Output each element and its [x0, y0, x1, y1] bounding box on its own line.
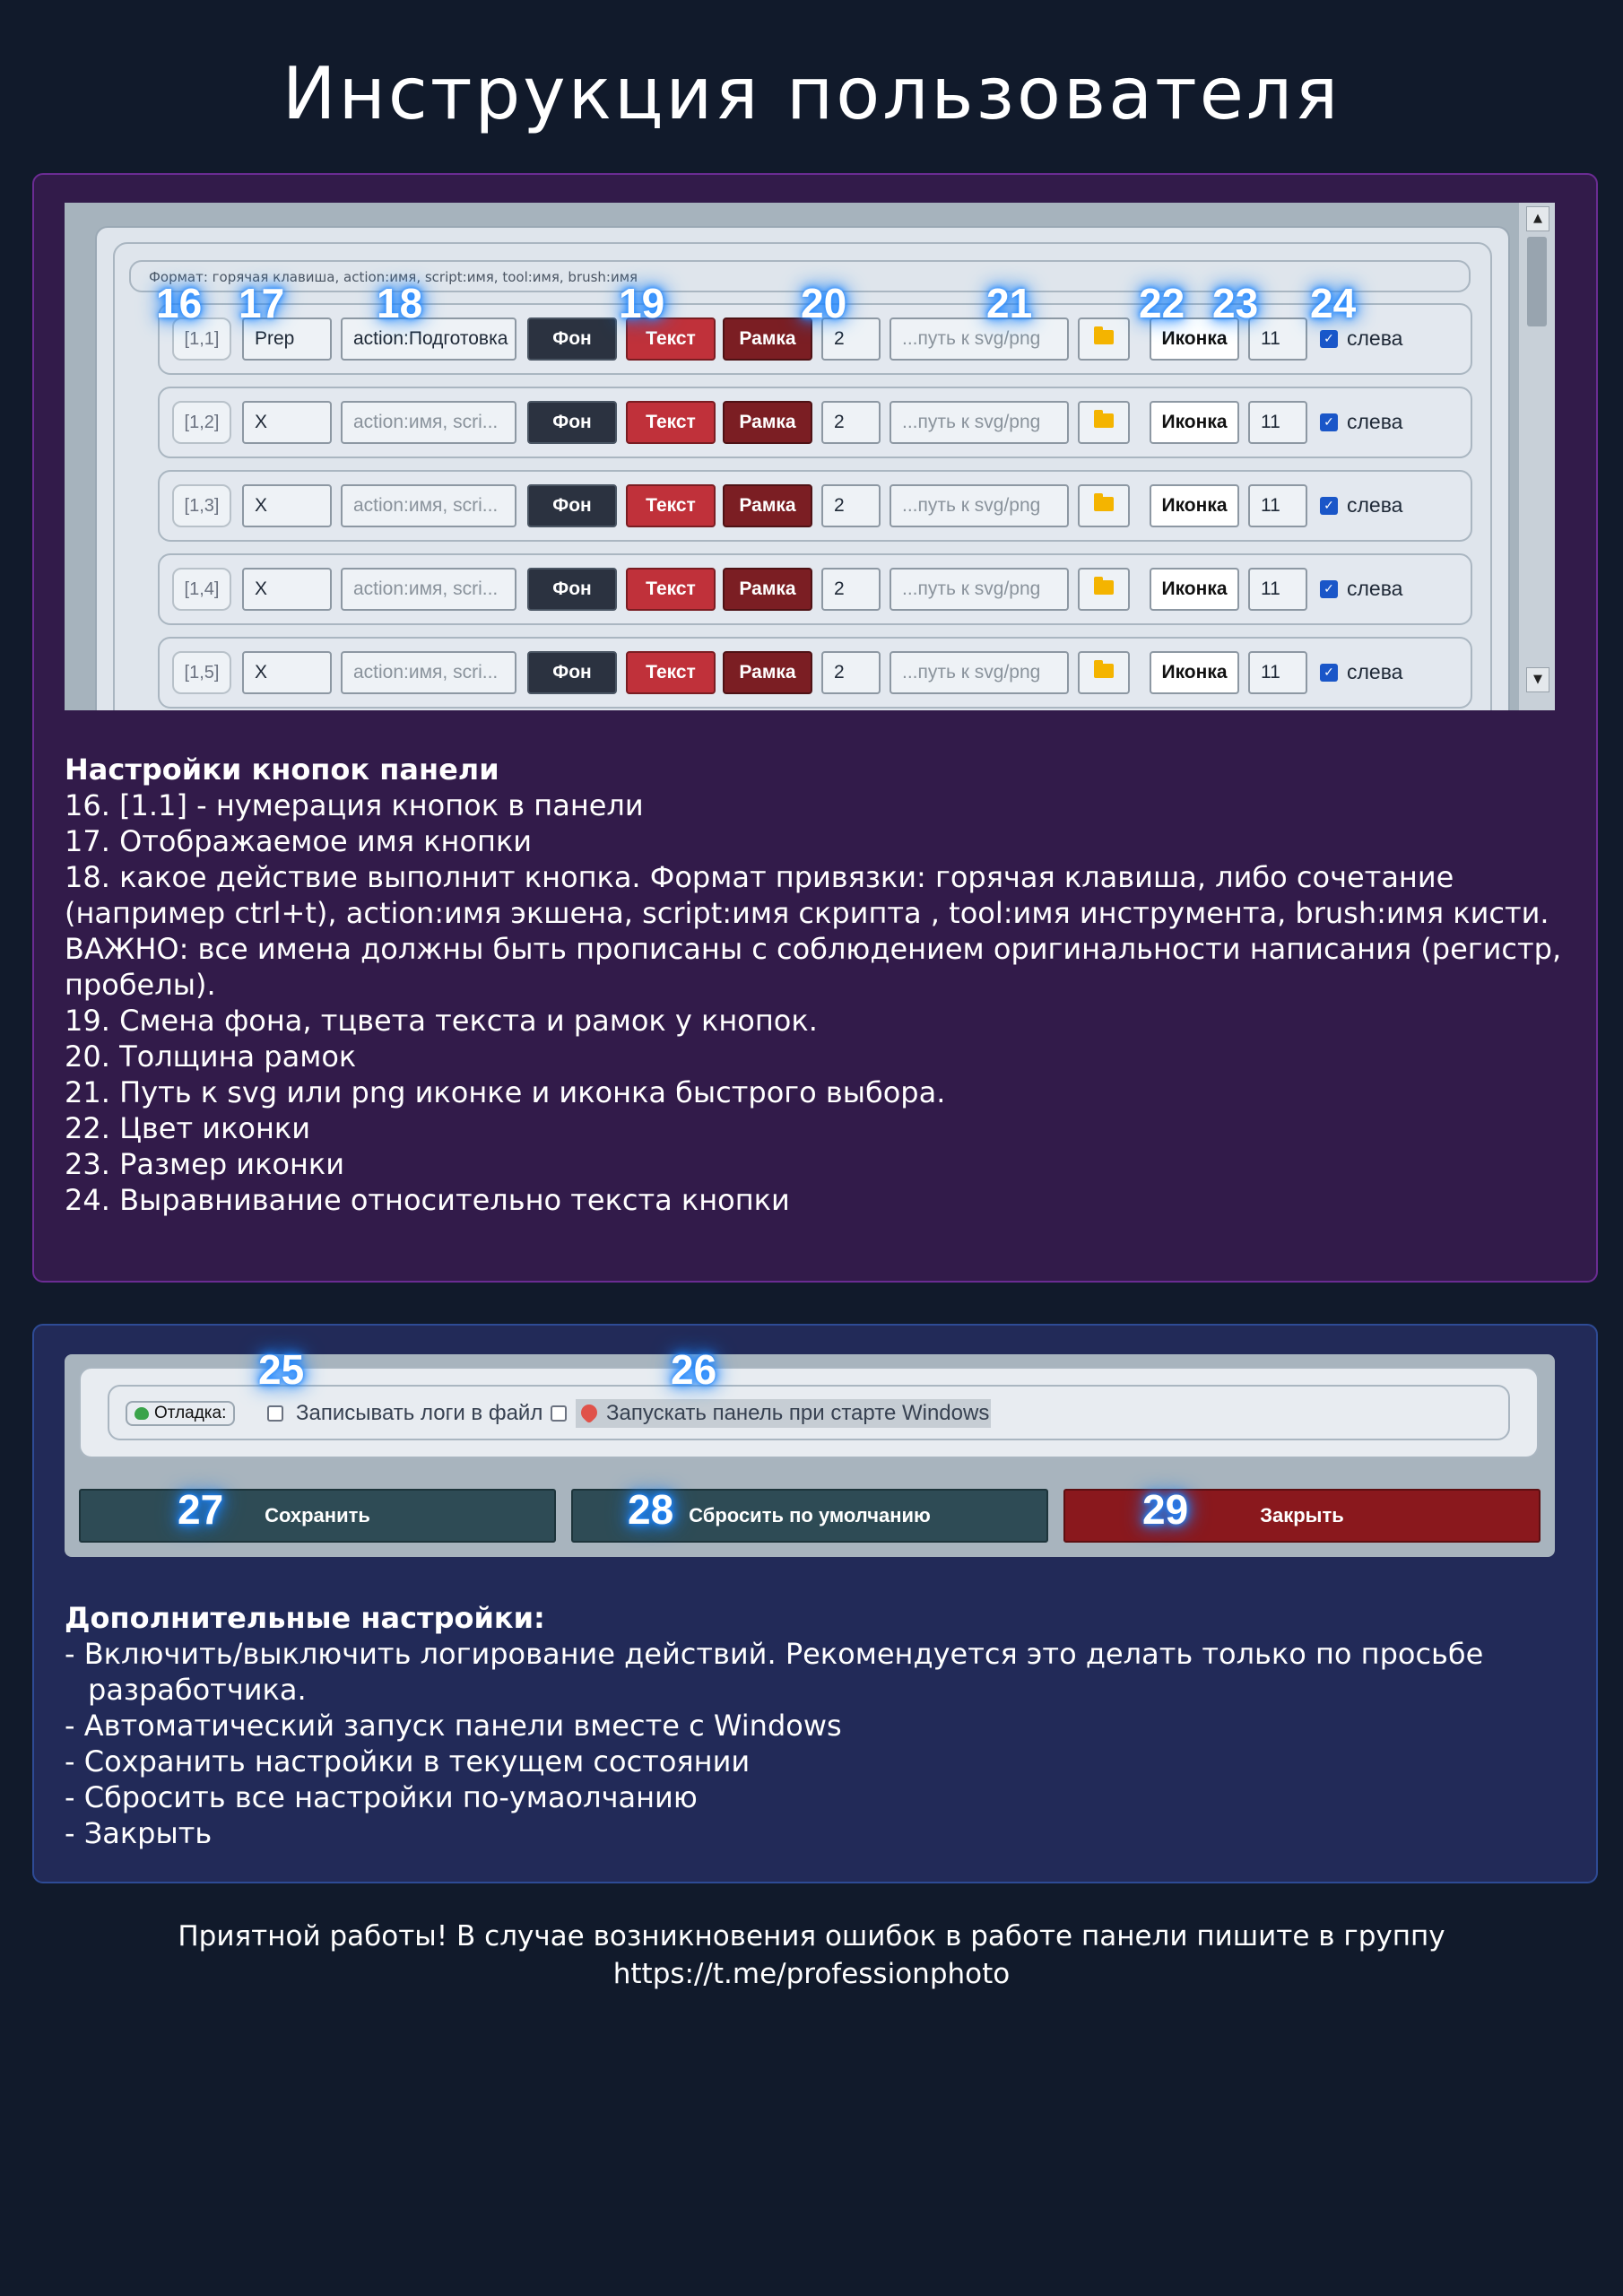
- description-line: 16. [1.1] - нумерация кнопок в панели: [65, 788, 644, 822]
- format-hint: Формат: горячая клавиша, action:имя, script:имя, tool:имя, brush:имя: [129, 260, 1471, 292]
- icon-color-button[interactable]: Иконка: [1150, 484, 1239, 527]
- name-input[interactable]: X: [242, 401, 332, 444]
- align-checkbox[interactable]: ✓: [1320, 580, 1338, 598]
- align-label: слева: [1347, 493, 1403, 517]
- description-line: 22. Цвет иконки: [65, 1111, 311, 1145]
- align-checkbox[interactable]: ✓: [1320, 664, 1338, 682]
- border-color-button[interactable]: Рамка: [723, 401, 812, 444]
- description-line: 23. Размер иконки: [65, 1147, 345, 1181]
- rocket-icon: [577, 1401, 600, 1423]
- text-color-button[interactable]: Текст: [626, 568, 716, 611]
- page-title: Инструкция пользователя: [282, 52, 1341, 135]
- row-index: [1,2]: [172, 401, 231, 444]
- align-label: слева: [1347, 410, 1403, 433]
- action-input[interactable]: action:имя, scri...: [341, 568, 516, 611]
- border-width-input[interactable]: 2: [821, 401, 881, 444]
- marker-18: 18: [377, 280, 423, 326]
- close-button[interactable]: Закрыть: [1063, 1489, 1541, 1543]
- text-color-button[interactable]: Текст: [626, 401, 716, 444]
- description-line: 21. Путь к svg или png иконке и иконка быстрого выбора.: [65, 1075, 946, 1109]
- border-color-button[interactable]: Рамка: [723, 568, 812, 611]
- marker-27: 27: [178, 1486, 224, 1533]
- marker-20: 20: [801, 280, 847, 326]
- folder-icon: [1094, 413, 1114, 428]
- description-line: - Автоматический запуск панели вместе с Windows: [65, 1709, 842, 1743]
- icon-size-input[interactable]: 11: [1248, 484, 1307, 527]
- action-input[interactable]: action:имя, scri...: [341, 651, 516, 694]
- folder-button[interactable]: [1078, 484, 1130, 527]
- row-index: [1,5]: [172, 651, 231, 694]
- marker-23: 23: [1212, 280, 1259, 326]
- description-line: - Сохранить настройки в текущем состоянии: [65, 1744, 751, 1779]
- autostart-checkbox-label[interactable]: [576, 1399, 991, 1428]
- icon-size-input[interactable]: 11: [1248, 317, 1307, 361]
- background-color-button[interactable]: Фон: [527, 651, 617, 694]
- text-color-button[interactable]: Текст: [626, 484, 716, 527]
- action-input[interactable]: action:Подготовка: [341, 317, 516, 361]
- icon-path-input[interactable]: ...путь к svg/png: [890, 317, 1069, 361]
- debug-row: [108, 1385, 1510, 1440]
- icon-size-input[interactable]: 11: [1248, 568, 1307, 611]
- icon-path-input[interactable]: ...путь к svg/png: [890, 401, 1069, 444]
- icon-color-button[interactable]: Иконка: [1150, 317, 1239, 361]
- row-index: [1,4]: [172, 568, 231, 611]
- name-input[interactable]: X: [242, 484, 332, 527]
- description-line: 17. Отображаемое имя кнопки: [65, 824, 533, 858]
- debug-label-text: Отладка:: [154, 1404, 227, 1422]
- marker-29: 29: [1142, 1486, 1189, 1533]
- align-checkbox[interactable]: ✓: [1320, 497, 1338, 515]
- marker-24: 24: [1310, 280, 1357, 326]
- background-color-button[interactable]: Фон: [527, 317, 617, 361]
- align-checkbox[interactable]: ✓: [1320, 330, 1338, 348]
- folder-button[interactable]: [1078, 317, 1130, 361]
- description-line: 19. Смена фона, тцвета текста и рамок у кнопок.: [65, 1004, 818, 1038]
- description-line: 20. Толщина рамок: [65, 1039, 357, 1074]
- marker-21: 21: [986, 280, 1033, 326]
- marker-22: 22: [1139, 280, 1185, 326]
- border-width-input[interactable]: 2: [821, 568, 881, 611]
- background-color-button[interactable]: Фон: [527, 401, 617, 444]
- icon-color-button[interactable]: Иконка: [1150, 568, 1239, 611]
- icon-size-input[interactable]: 11: [1248, 401, 1307, 444]
- scrollbar-thumb[interactable]: [1527, 237, 1547, 326]
- align-checkbox[interactable]: ✓: [1320, 413, 1338, 431]
- folder-button[interactable]: [1078, 568, 1130, 611]
- icon-color-button[interactable]: Иконка: [1150, 651, 1239, 694]
- folder-icon: [1094, 497, 1114, 511]
- footer: [0, 1918, 1623, 1993]
- border-color-button[interactable]: Рамка: [723, 651, 812, 694]
- border-width-input[interactable]: 2: [821, 317, 881, 361]
- marker-19: 19: [619, 280, 665, 326]
- autostart-label-text: Запускать панель при старте Windows: [606, 1401, 990, 1425]
- scroll-up-arrow[interactable]: ▲: [1526, 206, 1549, 231]
- folder-button[interactable]: [1078, 651, 1130, 694]
- description-line: - Сбросить все настройки по-умаолчанию: [65, 1780, 698, 1814]
- border-width-input[interactable]: 2: [821, 651, 881, 694]
- text-color-button[interactable]: Текст: [626, 651, 716, 694]
- action-input[interactable]: action:имя, scri...: [341, 401, 516, 444]
- icon-color-button[interactable]: Иконка: [1150, 401, 1239, 444]
- background-color-button[interactable]: Фон: [527, 568, 617, 611]
- footer-link[interactable]: https://t.me/professionphoto: [612, 1958, 1011, 1990]
- folder-icon: [1094, 664, 1114, 678]
- icon-path-input[interactable]: ...путь к svg/png: [890, 568, 1069, 611]
- vertical-scrollbar[interactable]: [1519, 203, 1555, 710]
- name-input[interactable]: Prep: [242, 317, 332, 361]
- name-input[interactable]: X: [242, 651, 332, 694]
- action-input[interactable]: action:имя, scri...: [341, 484, 516, 527]
- icon-size-input[interactable]: 11: [1248, 651, 1307, 694]
- border-color-button[interactable]: Рамка: [723, 317, 812, 361]
- align-label: слева: [1347, 660, 1403, 683]
- align-label: слева: [1347, 577, 1403, 600]
- bug-icon: [135, 1407, 149, 1420]
- folder-icon: [1094, 580, 1114, 595]
- description-line: - Закрыть: [65, 1816, 213, 1850]
- log-checkbox-label[interactable]: Записывать логи в файл: [296, 1401, 543, 1425]
- section-heading: Настройки кнопок панели: [65, 752, 499, 787]
- button-row: [158, 387, 1472, 458]
- description-line: - Включить/выключить логирование действий. Рекомендуется это делать только по просьбе разработчика.: [65, 1637, 1484, 1707]
- border-color-button[interactable]: Рамка: [723, 484, 812, 527]
- row-index: [1,1]: [172, 317, 231, 361]
- marker-28: 28: [628, 1486, 674, 1533]
- section-heading: Дополнительные настройки:: [65, 1601, 545, 1635]
- marker-16: 16: [156, 280, 203, 326]
- button-settings-description: [65, 752, 1571, 1218]
- button-row: [158, 553, 1472, 625]
- icon-path-input[interactable]: ...путь к svg/png: [890, 484, 1069, 527]
- align-label: слева: [1347, 326, 1403, 350]
- button-row: [158, 637, 1472, 709]
- log-checkbox[interactable]: [267, 1405, 283, 1422]
- reset-button[interactable]: Сбросить по умолчанию: [571, 1489, 1048, 1543]
- text-color-button[interactable]: Текст: [626, 317, 716, 361]
- background-color-button[interactable]: Фон: [527, 484, 617, 527]
- icon-path-input[interactable]: ...путь к svg/png: [890, 651, 1069, 694]
- name-input[interactable]: X: [242, 568, 332, 611]
- debug-label: [126, 1401, 235, 1426]
- scroll-down-arrow[interactable]: ▼: [1526, 667, 1549, 692]
- footer-message: Приятной работы! В случае возникновения ошибок в работе панели пишите в группу: [178, 1920, 1445, 1952]
- marker-26: 26: [671, 1346, 717, 1393]
- extra-settings-description: [65, 1600, 1571, 1851]
- folder-icon: [1094, 330, 1114, 344]
- save-button[interactable]: Сохранить: [79, 1489, 556, 1543]
- button-row: [158, 470, 1472, 542]
- border-width-input[interactable]: 2: [821, 484, 881, 527]
- row-index: [1,3]: [172, 484, 231, 527]
- marker-17: 17: [239, 280, 285, 326]
- description-line: 24. Выравнивание относительно текста кнопки: [65, 1183, 790, 1217]
- button-settings-screenshot: [65, 203, 1555, 710]
- marker-25: 25: [258, 1346, 305, 1393]
- description-line: 18. какое действие выполнит кнопка. Формат привязки: горячая клавиша, либо сочетание (например ctrl+t), action:имя экшена, script:имя скрипта , tool:имя инструмента, brush:имя кисти. ВАЖНО: все имена должны быть прописаны с соблюдением оригинальности написания (регистр, пробелы).: [65, 860, 1562, 1002]
- autostart-checkbox[interactable]: [551, 1405, 567, 1422]
- folder-button[interactable]: [1078, 401, 1130, 444]
